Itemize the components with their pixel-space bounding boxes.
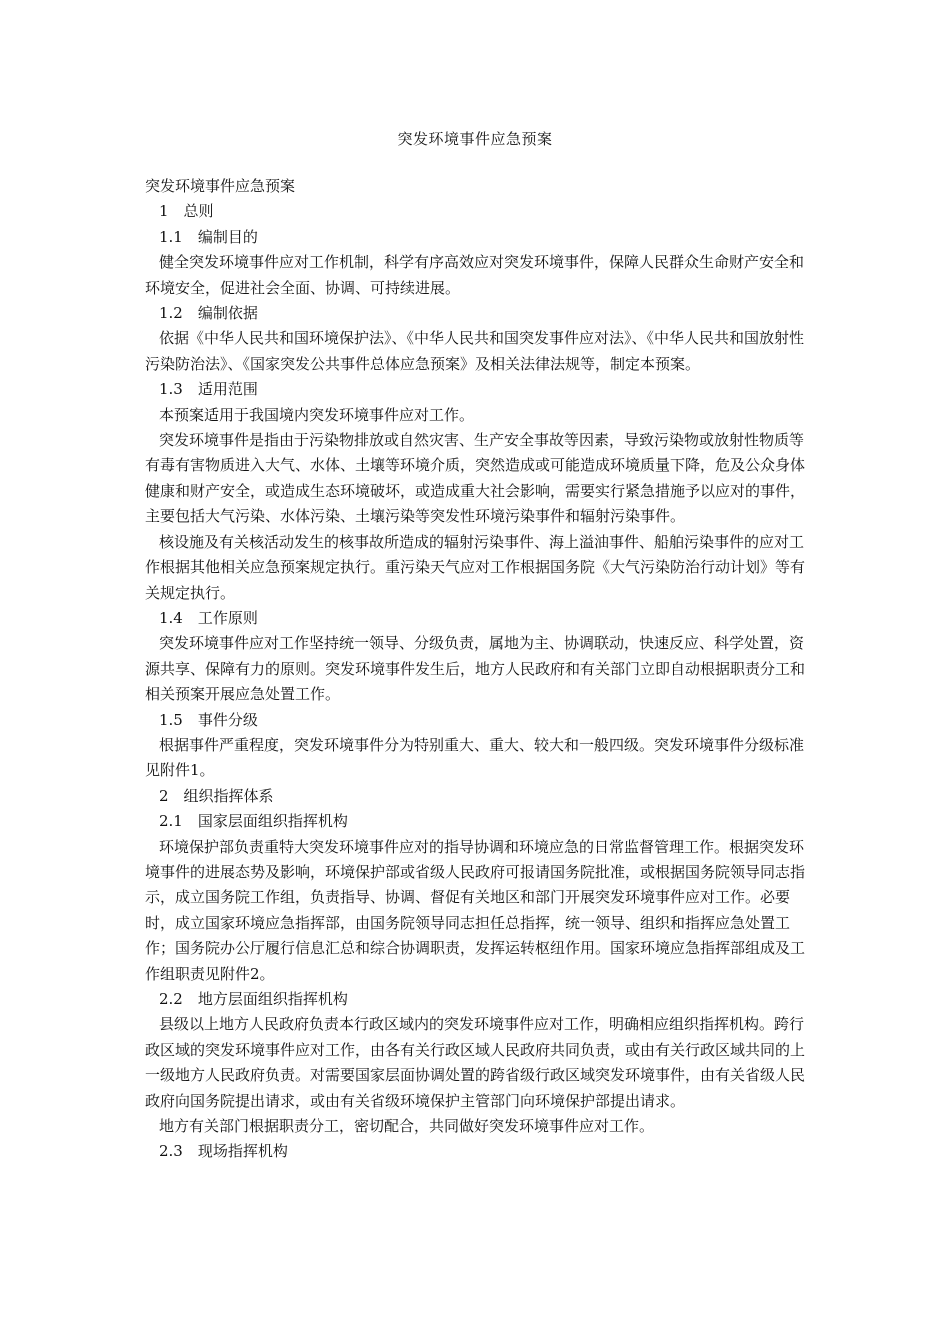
section-heading: 1.2 编制依据 — [159, 304, 258, 323]
paragraph: 本预案适用于我国境内突发环境事件应对工作。 — [159, 405, 475, 424]
section-heading: 1.4 工作原则 — [159, 608, 258, 627]
section-heading: 2 组织指挥体系 — [159, 786, 274, 805]
paragraph: 突发环境事件应对工作坚持统一领导、分级负责，属地为主、协调联动，快速反应、科学处置，资源共享、保障有力的原则。突发环境事件发生后，地方人民政府和有关部门立即自动根据职责分工和相关预案开展应急处置工作。 — [145, 634, 806, 704]
paragraph: 健全突发环境事件应对工作机制，科学有序高效应对突发环境事件，保障人民群众生命财产安全和环境安全，促进社会全面、协调、可持续进展。 — [145, 253, 805, 297]
paragraph: 县级以上地方人民政府负责本行政区域内的突发环境事件应对工作，明确相应组织指挥机构。跨行政区域的突发环境事件应对工作，由各有关行政区域人民政府共同负责，或由有关行政区域共同的上一级地方人民政府负责。对需要国家层面协调处置的跨省级行政区域突发环境事件，由有关省级人民政府向国务院提出请求，或由有关省级环境保护主管部门向环境保护部提出请求。 — [145, 1015, 806, 1110]
section-heading: 1.1 编制目的 — [159, 227, 258, 246]
section-heading: 1.5 事件分级 — [159, 710, 258, 729]
document-body — [145, 174, 805, 1165]
document-subtitle: 突发环境事件应急预案 — [145, 177, 296, 195]
document-title: 突发环境事件应急预案 — [397, 130, 553, 148]
paragraph: 地方有关部门根据职责分工，密切配合，共同做好突发环境事件应对工作。 — [159, 1117, 655, 1136]
section-heading: 2.3 现场指挥机构 — [159, 1142, 288, 1161]
section-heading: 2.1 国家层面组织指挥机构 — [159, 812, 348, 831]
paragraph: 依据《中华人民共和国环境保护法》、《中华人民共和国突发事件应对法》、《中华人民共和国放射性污染防治法》、《国家突发公共事件总体应急预案》及相关法律法规等，制定本预案。 — [145, 329, 805, 373]
paragraph: 核设施及有关核活动发生的核事故所造成的辐射污染事件、海上溢油事件、船舶污染事件的应对工作根据其他相关应急预案规定执行。重污染天气应对工作根据国务院《大气污染防治行动计划》等有关规定执行。 — [145, 532, 806, 602]
section-heading: 2.2 地方层面组织指挥机构 — [159, 990, 348, 1008]
paragraph: 突发环境事件是指由于污染物排放或自然灾害、生产安全事故等因素，导致污染物或放射性物质等有毒有害物质进入大气、水体、土壤等环境介质，突然造成或可能造成环境质量下降，危及公众身体健康和财产安全，或造成生态环境破坏，或造成重大社会影响，需要实行紧急措施予以应对的事件，主要包括大气污染、水体污染、土壤污染等突发性环境污染事件和辐射污染事件。 — [145, 431, 806, 526]
section-heading: 1 总则 — [159, 202, 214, 221]
section-heading: 1.3 适用范围 — [159, 380, 258, 399]
paragraph: 根据事件严重程度，突发环境事件分为特别重大、重大、较大和一般四级。突发环境事件分级标准见附件1。 — [145, 735, 805, 780]
paragraph: 环境保护部负责重特大突发环境事件应对的指导协调和环境应急的日常监督管理工作。根据突发环境事件的进展态势及影响，环境保护部或省级人民政府可报请国务院批准，或根据国务院领导同志指示，成立国务院工作组，负责指导、协调、督促有关地区和部门开展突发环境事件应对工作。必要时，成立国家环境应急指挥部，由国务院领导同志担任总指挥，统一领导、组织和指挥应急处置工作；国务院办公厅履行信息汇总和综合协调职责，发挥运转枢纽作用。国家环境应急指挥部组成及工作组职责见附件2。 — [145, 837, 806, 983]
